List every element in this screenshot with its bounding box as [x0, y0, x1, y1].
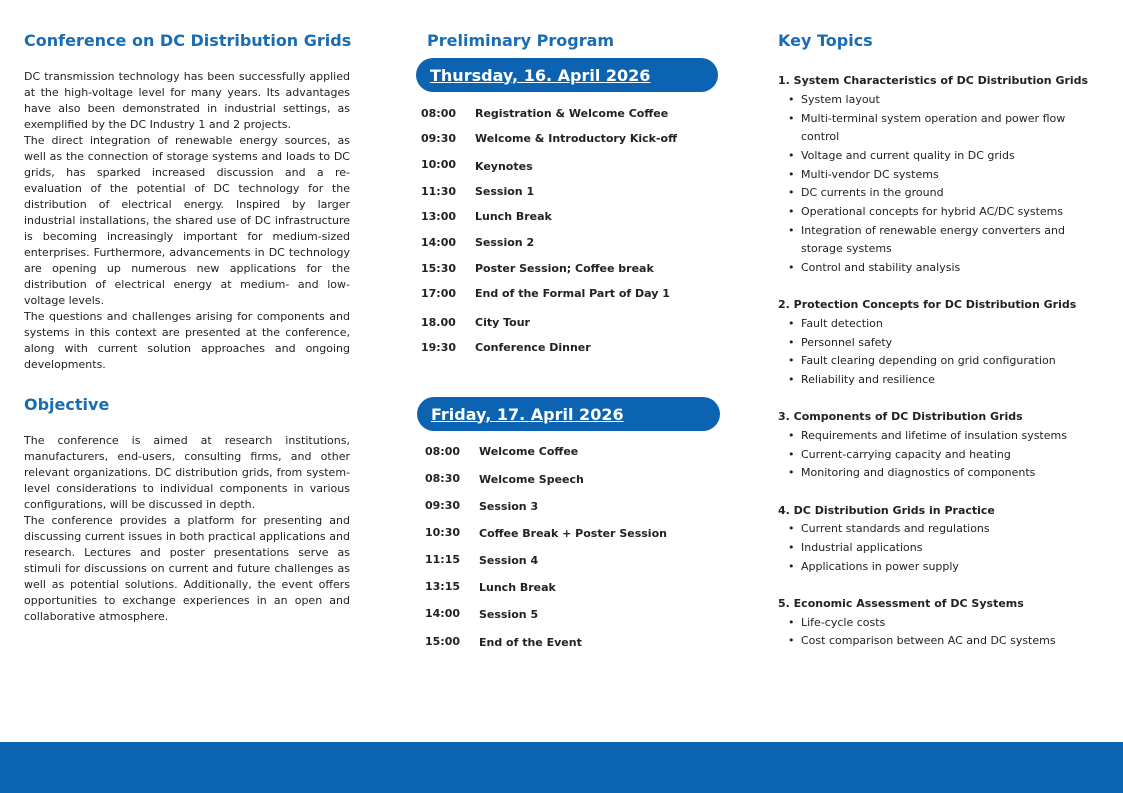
schedule-event: Lunch Break	[479, 581, 556, 594]
topic-heading: 2. Protection Concepts for DC Distribution Grids	[778, 298, 1077, 311]
bullet-dot-icon: •	[788, 616, 795, 629]
topic-bullet-text: Monitoring and diagnostics of components	[801, 466, 1036, 479]
bullet-dot-icon: •	[788, 466, 795, 479]
schedule-time: 09:30	[425, 499, 461, 512]
topic-bullet-text: Integration of renewable energy converters and storage systems	[801, 224, 1065, 255]
schedule-time: 10:30	[425, 526, 461, 539]
day-2-label: Friday, 17. April 2026	[431, 404, 624, 424]
schedule-event: End of the Formal Part of Day 1	[475, 287, 670, 300]
topic-bullet-text: Requirements and lifetime of insulation systems	[801, 429, 1067, 442]
bullet-dot-icon: •	[788, 186, 795, 199]
topic-bullet	[788, 427, 1073, 445]
schedule-time: 14:00	[425, 607, 461, 620]
bullet-dot-icon: •	[788, 317, 795, 330]
schedule-event: Registration & Welcome Coffee	[475, 107, 669, 120]
conference-title: Conference on DC Distribution Grids	[24, 31, 352, 50]
bullet-dot-icon: •	[788, 261, 795, 274]
schedule-time: 13:00	[421, 210, 457, 223]
day-1-label: Thursday, 16. April 2026	[430, 65, 651, 85]
schedule-time: 15:00	[425, 635, 461, 648]
topic-bullet	[788, 539, 1073, 557]
objective-paragraph-2: The conference provides a platform for presenting and discussing current issues in both practical applications and research. Lectures and poster presentations serve as stimuli for discussions on current and future challenges as well as potential solutions. Additionally, the event offers opportunities to exchange experiences in an open and collaborative atmosphere.	[24, 514, 350, 623]
bullet-dot-icon: •	[788, 336, 795, 349]
topic-bullet-text: Personnel safety	[801, 336, 893, 349]
bullet-dot-icon: •	[788, 354, 795, 367]
bullet-dot-icon: •	[788, 224, 795, 237]
day-1-header	[416, 58, 718, 92]
topic-bullet-text: Fault clearing depending on grid configuration	[801, 354, 1056, 367]
day-2-header	[417, 397, 720, 431]
topic-bullet-text: Multi-terminal system operation and power flow control	[801, 112, 1066, 143]
topic-bullet	[788, 203, 1073, 221]
bullet-dot-icon: •	[788, 448, 795, 461]
topic-bullet	[788, 315, 1073, 333]
topic-bullet	[788, 334, 1073, 352]
topic-bullet	[788, 184, 1073, 202]
bullet-dot-icon: •	[788, 93, 795, 106]
footer-band	[0, 742, 1123, 793]
bullet-dot-icon: •	[788, 522, 795, 535]
schedule-time: 08:00	[425, 445, 461, 458]
topic-bullet	[788, 520, 1073, 538]
topic-bullet-text: DC currents in the ground	[801, 186, 944, 199]
schedule-time: 09:30	[421, 132, 457, 145]
schedule-event: City Tour	[475, 316, 530, 329]
bullet-dot-icon: •	[788, 149, 795, 162]
bullet-dot-icon: •	[788, 112, 795, 125]
bullet-dot-icon: •	[788, 373, 795, 386]
topic-bullet-text: System layout	[801, 93, 880, 106]
schedule-event: End of the Event	[479, 636, 582, 649]
bullet-dot-icon: •	[788, 541, 795, 554]
topic-bullet-text: Current standards and regulations	[801, 522, 990, 535]
conference-paragraph-1: DC transmission technology has been successfully applied at the high-voltage level for many years. Its advantages have also been demonstrated in industrial settings, as exemplified by the DC Industry 1 and 2 projects.	[24, 70, 350, 131]
topic-bullet-text: Operational concepts for hybrid AC/DC systems	[801, 205, 1064, 218]
schedule-time: 18.00	[421, 316, 456, 329]
topic-bullet	[788, 464, 1073, 482]
topic-bullet	[788, 147, 1073, 165]
bullet-dot-icon: •	[788, 429, 795, 442]
topic-heading: 1. System Characteristics of DC Distribution Grids	[778, 74, 1089, 87]
objective-title: Objective	[24, 395, 110, 414]
schedule-time: 11:30	[421, 185, 457, 198]
schedule-event: Welcome Speech	[479, 473, 584, 486]
topic-bullet	[788, 259, 1073, 277]
schedule-time: 19:30	[421, 341, 457, 354]
schedule-time: 08:30	[425, 472, 461, 485]
schedule-event: Session 4	[479, 554, 539, 567]
schedule-time: 10:00	[421, 158, 457, 171]
conference-description	[24, 69, 350, 373]
topic-bullet-text: Applications in power supply	[801, 560, 959, 573]
program-title: Preliminary Program	[427, 31, 615, 50]
topic-bullet	[788, 446, 1073, 464]
bullet-dot-icon: •	[788, 634, 795, 647]
topic-bullet	[788, 222, 1073, 258]
topic-bullet-text: Voltage and current quality in DC grids	[801, 149, 1015, 162]
topic-bullet-text: Control and stability analysis	[801, 261, 961, 274]
schedule-event: Lunch Break	[475, 210, 552, 223]
schedule-time: 14:00	[421, 236, 457, 249]
schedule-event: Conference Dinner	[475, 341, 591, 354]
topics-title: Key Topics	[778, 31, 873, 50]
conference-paragraph-2: The direct integration of renewable energy sources, as well as the connection of storage systems and loads to DC grids, has sparked increased discussion and a re-evaluation of the potential of DC technology for the distribution of electrical energy. Inspired by larger industrial installations, the shared use of DC infrastructure is becoming increasingly important for medium-sized enterprises. Furthermore, advancements in DC technology are opening up numerous new applications for the distribution of electrical energy at medium- and low-voltage levels.	[24, 134, 350, 307]
bullet-dot-icon: •	[788, 560, 795, 573]
schedule-event: Keynotes	[475, 160, 533, 173]
topic-bullet-text: Current-carrying capacity and heating	[801, 448, 1011, 461]
topic-bullet-text: Multi-vendor DC systems	[801, 168, 939, 181]
objective-paragraph-1: The conference is aimed at research institutions, manufacturers, end-users, consulting firms, and other relevant organizations. DC distribution grids, from system-level considerations to individual components in various configurations, will be discussed in depth.	[24, 434, 350, 511]
schedule-event: Welcome Coffee	[479, 445, 579, 458]
topic-bullet-text: Cost comparison between AC and DC systems	[801, 634, 1056, 647]
topic-bullet-text: Industrial applications	[801, 541, 923, 554]
topic-bullet-text: Life-cycle costs	[801, 616, 886, 629]
topic-bullet	[788, 352, 1073, 370]
schedule-event: Welcome & Introductory Kick-off	[475, 132, 678, 145]
topic-bullet	[788, 614, 1073, 632]
bullet-dot-icon: •	[788, 168, 795, 181]
topic-bullet	[788, 110, 1073, 146]
topic-bullet	[788, 371, 1073, 389]
topic-bullet	[788, 166, 1073, 184]
schedule-time: 15:30	[421, 262, 457, 275]
schedule-event: Coffee Break + Poster Session	[479, 527, 667, 540]
topic-bullet	[788, 558, 1073, 576]
schedule-time: 17:00	[421, 287, 457, 300]
topic-heading: 5. Economic Assessment of DC Systems	[778, 597, 1024, 610]
schedule-time: 08:00	[421, 107, 457, 120]
schedule-event: Poster Session; Coffee break	[475, 262, 654, 275]
topic-heading: 3. Components of DC Distribution Grids	[778, 410, 1023, 423]
topic-heading: 4. DC Distribution Grids in Practice	[778, 504, 995, 517]
topic-bullet-text: Fault detection	[801, 317, 883, 330]
topic-bullet	[788, 632, 1073, 650]
schedule-event: Session 1	[475, 185, 535, 198]
bullet-dot-icon: •	[788, 205, 795, 218]
conference-paragraph-3: The questions and challenges arising for components and systems in this context are presented at the conference, along with current solution approaches and ongoing developments.	[24, 310, 350, 371]
schedule-event: Session 2	[475, 236, 535, 249]
schedule-time: 11:15	[425, 553, 461, 566]
schedule-event: Session 5	[479, 608, 539, 621]
objective-description	[24, 433, 350, 625]
schedule-event: Session 3	[479, 500, 539, 513]
topic-bullet	[788, 91, 1073, 109]
topic-bullet-text: Reliability and resilience	[801, 373, 935, 386]
schedule-time: 13:15	[425, 580, 461, 593]
